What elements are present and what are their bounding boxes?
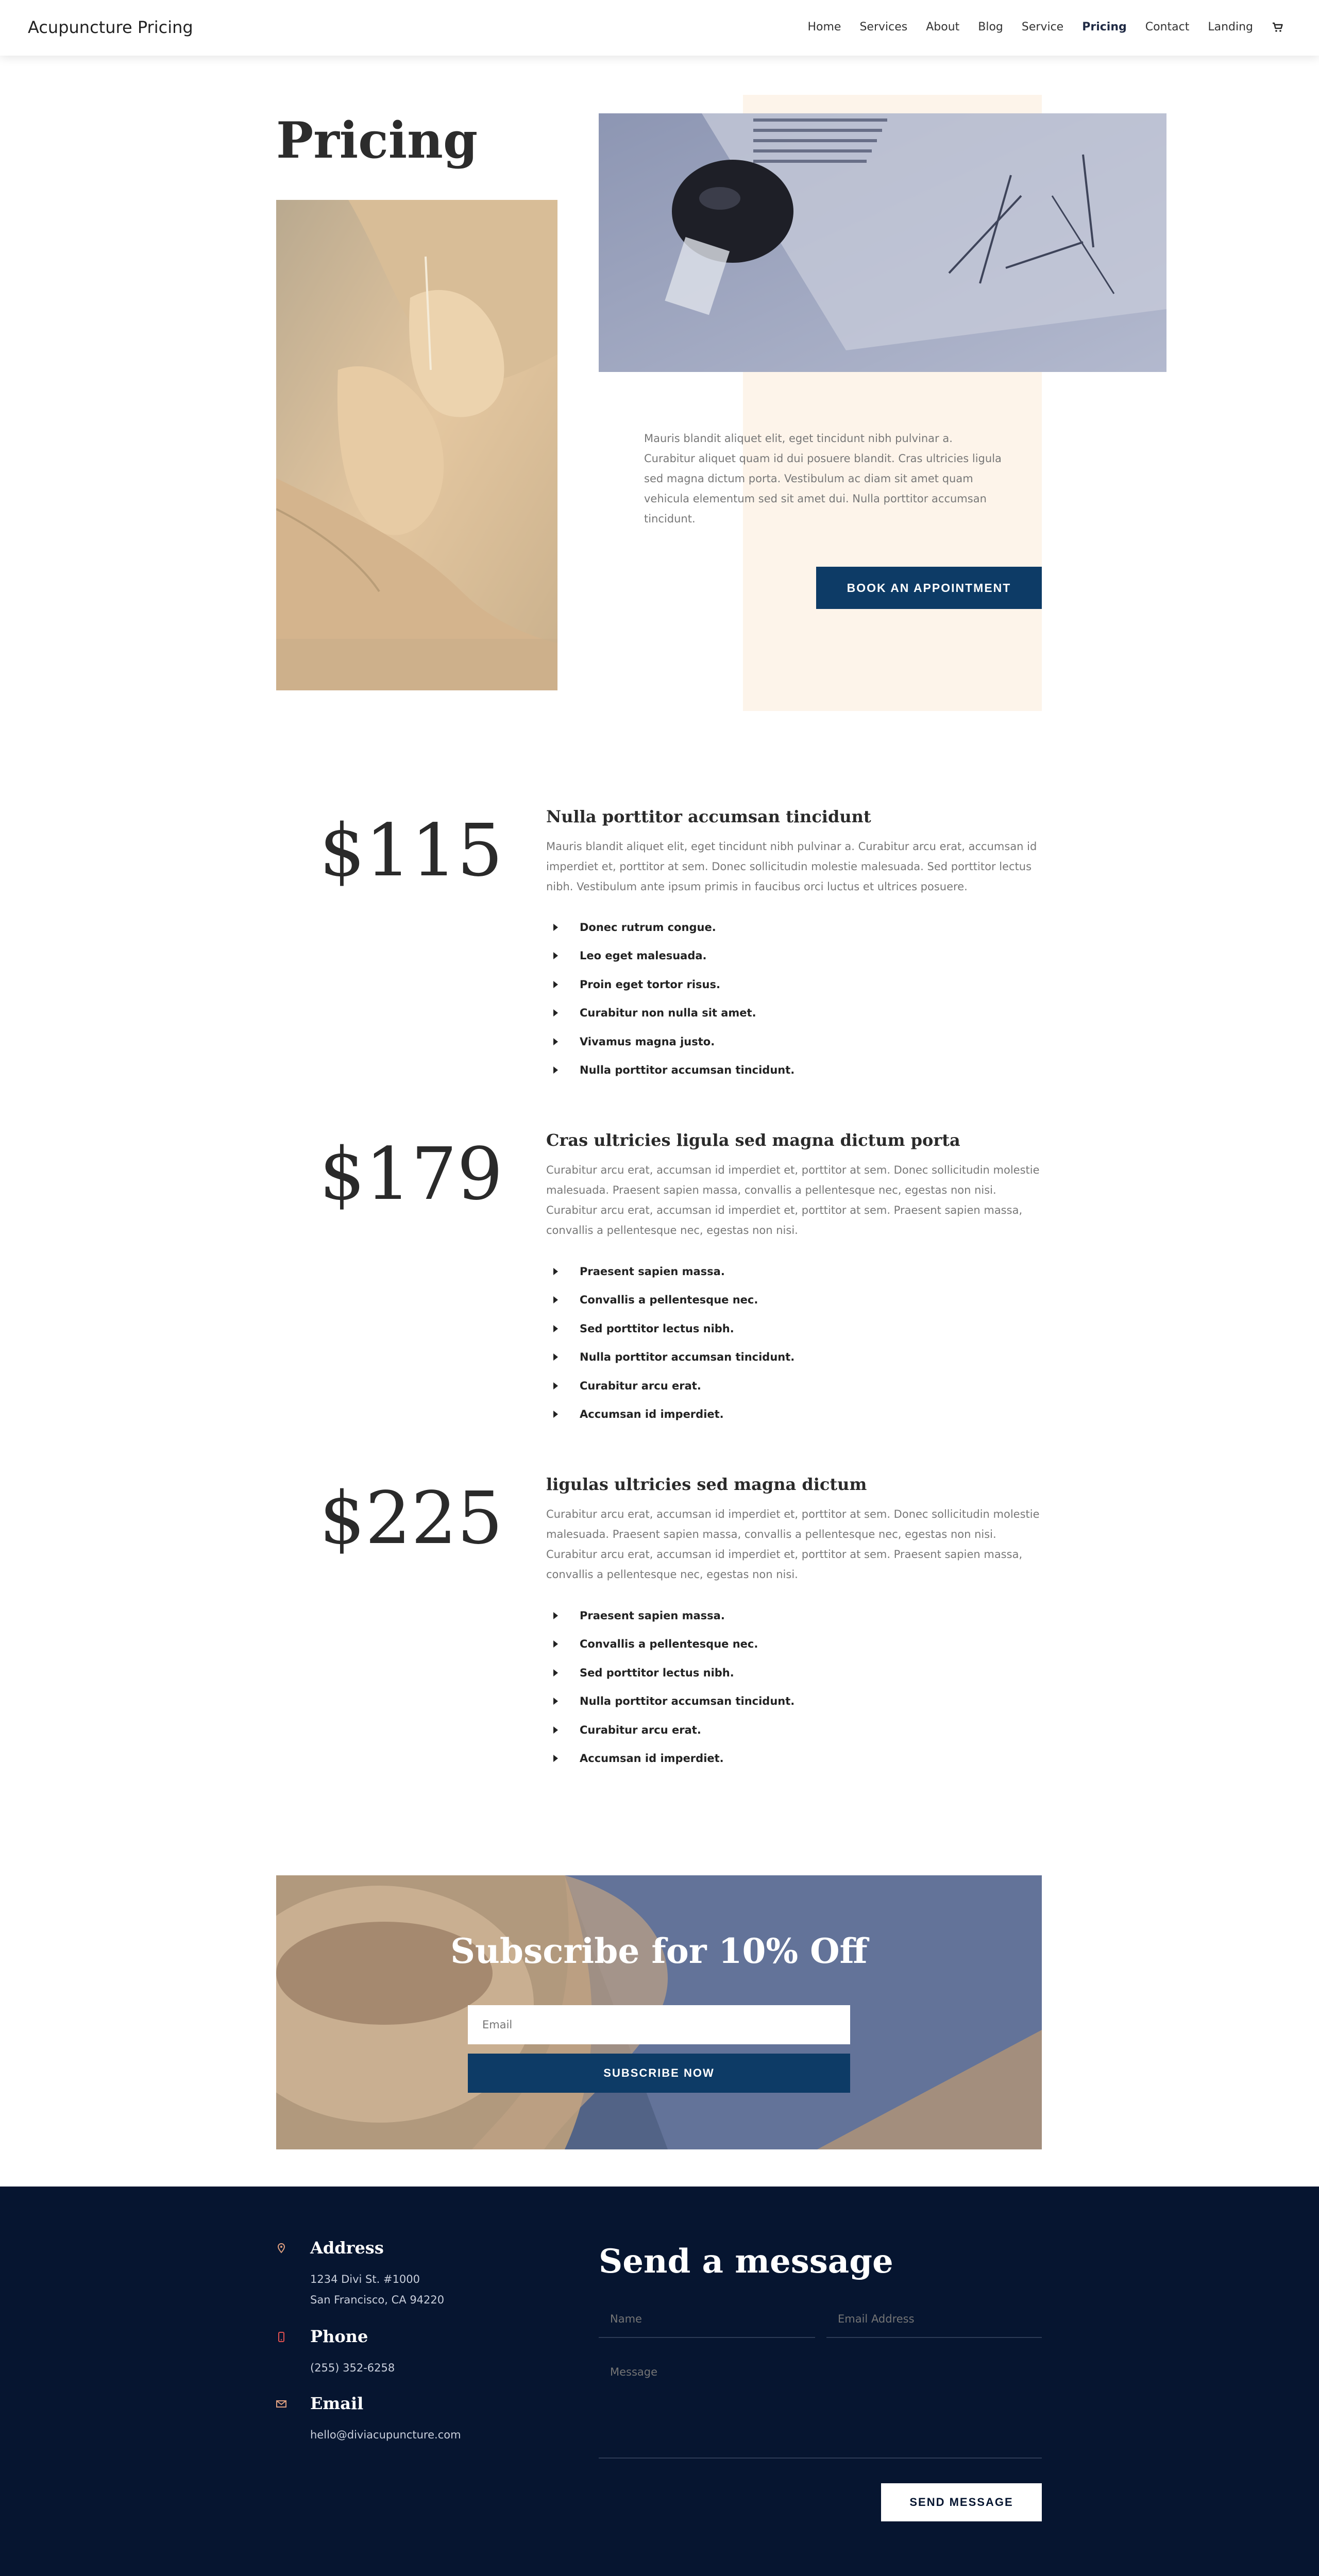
caret-right-icon (553, 1009, 558, 1016)
plan-feature: Convallis a pellentesque nec. (546, 1290, 758, 1310)
plan-feature: Convallis a pellentesque nec. (546, 1634, 758, 1654)
plan-price: $115 (319, 809, 503, 893)
envelope-icon (276, 2399, 286, 2409)
plan-feature: Praesent sapien massa. (546, 1261, 725, 1282)
subscribe-email-input[interactable] (468, 2005, 850, 2044)
plan-feature: Nulla porttitor accumsan tincidunt. (546, 1060, 794, 1080)
caret-right-icon (553, 924, 558, 931)
plan-feature: Nulla porttitor accumsan tincidunt. (546, 1347, 794, 1367)
plan-feature: Curabitur non nulla sit amet. (546, 1003, 756, 1023)
plan-feature: Sed porttitor lectus nibh. (546, 1663, 734, 1683)
plan-price: $179 (319, 1132, 503, 1216)
plan-feature: Leo eget malesuada. (546, 945, 707, 966)
needles-and-stone-image (599, 113, 1166, 372)
subscribe-button[interactable]: SUBSCRIBE NOW (468, 2054, 850, 2093)
plan-feature: Donec rutrum congue. (546, 917, 716, 938)
caret-right-icon (553, 1612, 558, 1619)
nav-landing[interactable]: Landing (1208, 21, 1253, 33)
caret-right-icon (553, 1066, 558, 1074)
plan-feature: Praesent sapien massa. (546, 1605, 725, 1626)
plan-feature: Accumsan id imperdiet. (546, 1404, 724, 1425)
phone-number[interactable]: (255) 352-6258 (310, 2362, 395, 2374)
caret-right-icon (553, 1038, 558, 1045)
caret-right-icon (553, 952, 558, 959)
email-title: Email (310, 2394, 364, 2413)
address-line-2: San Francisco, CA 94220 (310, 2294, 445, 2306)
caret-right-icon (553, 1726, 558, 1734)
nav-blog[interactable]: Blog (978, 21, 1003, 33)
plan-price: $225 (319, 1477, 503, 1561)
subscribe-title: Subscribe for 10% Off (450, 1931, 868, 1971)
plan-description: Curabitur arcu erat, accumsan id imperdiet et, porttitor at sem. Donec sollicitudin molestie malesuada. Praesent sapien massa, convallis a pellentesque nec, egestas non nisi. Curabitur arcu erat, accumsan id imperdiet et, porttitor at sem. Praesent sapien massa, convallis a pellentesque nec, egestas non nisi. (546, 1508, 1040, 1581)
nav-service[interactable]: Service (1021, 21, 1064, 33)
plan-feature: Curabitur arcu erat. (546, 1720, 701, 1740)
site-logo[interactable]: Acupuncture Pricing (28, 18, 193, 37)
caret-right-icon (553, 1325, 558, 1332)
plan-feature: Nulla porttitor accumsan tincidunt. (546, 1691, 794, 1711)
plan-description: Curabitur arcu erat, accumsan id imperdiet et, porttitor at sem. Donec sollicitudin molestie malesuada. Praesent sapien massa, convallis a pellentesque nec, egestas non nisi. Curabitur arcu erat, accumsan id imperdiet et, porttitor at sem. Praesent sapien massa, convallis a pellentesque nec, egestas non nisi. (546, 1164, 1040, 1236)
address-title: Address (310, 2238, 384, 2258)
caret-right-icon (553, 1755, 558, 1762)
caret-right-icon (553, 1640, 558, 1648)
email-address[interactable]: hello@diviacupuncture.com (310, 2429, 461, 2441)
book-appointment-button[interactable]: BOOK AN APPOINTMENT (816, 567, 1042, 609)
nav-about[interactable]: About (926, 21, 960, 33)
plan-feature: Curabitur arcu erat. (546, 1376, 701, 1396)
caret-right-icon (553, 1382, 558, 1389)
caret-right-icon (553, 1698, 558, 1705)
caret-right-icon (553, 1411, 558, 1418)
cart-icon[interactable] (1272, 21, 1284, 33)
name-field[interactable] (599, 2301, 815, 2338)
plan-description: Mauris blandit aliquet elit, eget tincidunt nibh pulvinar a. Curabitur arcu erat, accumsan id imperdiet et, porttitor at sem. Donec sollicitudin molestie malesuada. Sed porttitor lectus nibh. Vestibulum ante ipsum primis in faucibus orci luctus et ultrices posuere. (546, 840, 1037, 893)
nav-pricing[interactable]: Pricing (1082, 21, 1127, 33)
map-pin-icon (276, 2243, 286, 2253)
caret-right-icon (553, 1296, 558, 1303)
plan-feature: Accumsan id imperdiet. (546, 1748, 724, 1769)
caret-right-icon (553, 1669, 558, 1676)
send-message-button[interactable]: SEND MESSAGE (881, 2483, 1042, 2521)
main-nav (807, 21, 1284, 33)
plan-title: Cras ultricies ligula sed magna dictum porta (546, 1130, 960, 1150)
site-header (0, 0, 1319, 56)
plan-feature: Sed porttitor lectus nibh. (546, 1318, 734, 1339)
caret-right-icon (553, 1268, 558, 1275)
hero-intro-text: Mauris blandit aliquet elit, eget tincidunt nibh pulvinar a. Curabitur aliquet quam id dui posuere blandit. Cras ultricies ligula sed magna dictum porta. Vestibulum ac diam sit amet quam vehicula elementum sed sit amet dui. Nulla porttitor accumsan tincidunt. (644, 432, 1002, 525)
send-message-title: Send a message (599, 2242, 893, 2281)
plan-title: Nulla porttitor accumsan tincidunt (546, 807, 871, 826)
caret-right-icon (553, 981, 558, 988)
subscribe-section (276, 1875, 1042, 2149)
page-title: Pricing (276, 111, 478, 170)
plan-feature: Proin eget tortor risus. (546, 974, 720, 995)
nav-services[interactable]: Services (859, 21, 908, 33)
nav-home[interactable]: Home (807, 21, 841, 33)
caret-right-icon (553, 1353, 558, 1361)
plan-title: ligulas ultricies sed magna dictum (546, 1475, 867, 1494)
nav-contact[interactable]: Contact (1145, 21, 1190, 33)
plan-feature: Vivamus magna justo. (546, 1031, 715, 1052)
phone-title: Phone (310, 2327, 368, 2346)
message-field[interactable] (599, 2351, 1042, 2459)
acupuncture-hand-image (276, 200, 557, 690)
address-line-1: 1234 Divi St. #1000 (310, 2273, 420, 2285)
contact-footer (0, 2187, 1319, 2576)
email-address-field[interactable] (826, 2301, 1042, 2338)
mobile-phone-icon (276, 2332, 286, 2342)
